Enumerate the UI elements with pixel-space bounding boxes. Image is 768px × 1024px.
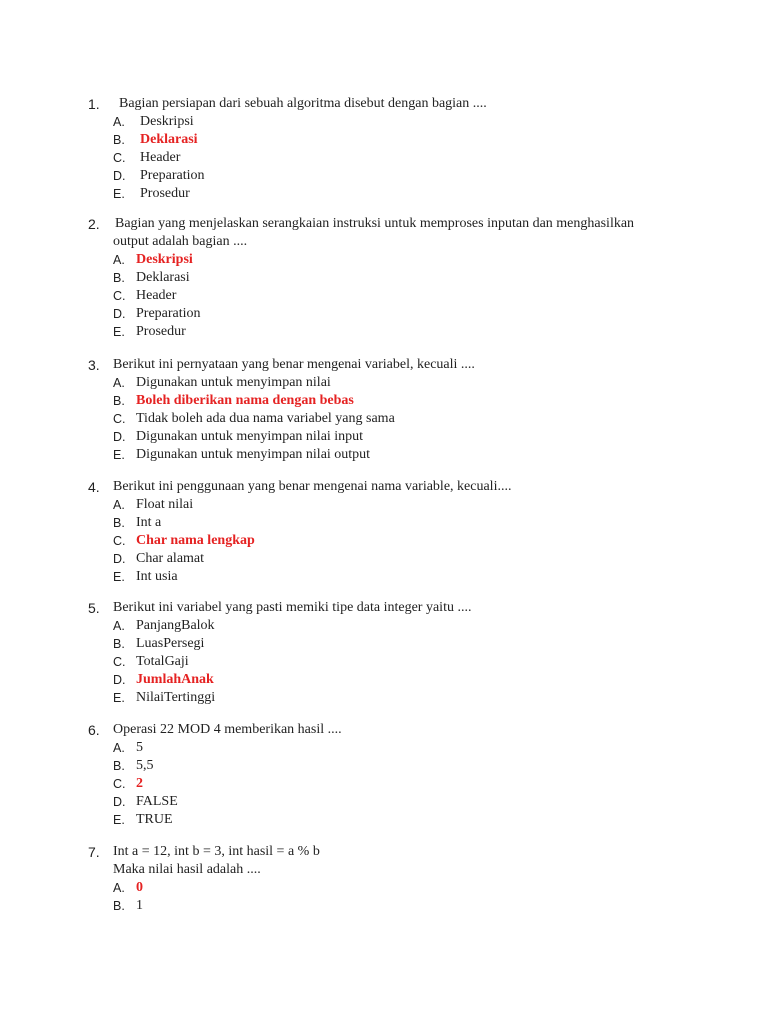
option-text: NilaiTertinggi	[136, 690, 216, 705]
question-text: Berikut ini variabel yang pasti memiki tipe data integer yaitu ....	[113, 600, 472, 615]
question-text: Operasi 22 MOD 4 memberikan hasil ....	[113, 722, 342, 737]
option-e	[0, 446, 768, 464]
question-number: 7.	[88, 844, 100, 860]
option-text: TotalGaji	[136, 654, 189, 669]
option-letter: A.	[113, 741, 125, 755]
option-e	[0, 568, 768, 586]
question-text: Bagian persiapan dari sebuah algoritma disebut dengan bagian ....	[119, 96, 487, 111]
option-a	[0, 251, 768, 269]
option-letter: D.	[113, 169, 126, 183]
option-c	[0, 653, 768, 671]
question-text-line-1: Bagian yang menjelaskan serangkaian instruksi untuk memproses inputan dan menghasilkan	[115, 216, 635, 231]
option-text: LuasPersegi	[136, 636, 205, 651]
question-text: Berikut ini pernyataan yang benar mengenai variabel, kecuali ....	[113, 357, 475, 372]
correct-answer-text: Boleh diberikan nama dengan bebas	[136, 393, 354, 408]
question-text-line-2: Maka nilai hasil adalah ....	[113, 862, 261, 877]
option-letter: B.	[113, 394, 125, 408]
option-text: Preparation	[140, 168, 205, 183]
option-letter: B.	[113, 899, 125, 913]
option-letter: C.	[113, 412, 126, 426]
option-letter: A.	[113, 115, 125, 129]
option-d	[0, 305, 768, 323]
option-letter: E.	[113, 691, 125, 705]
option-d	[0, 793, 768, 811]
option-text: Deskripsi	[140, 114, 194, 129]
option-text: Char alamat	[136, 551, 205, 566]
option-text: Digunakan untuk menyimpan nilai	[136, 375, 331, 390]
option-a	[0, 496, 768, 514]
option-b	[0, 269, 768, 287]
option-letter: C.	[113, 655, 126, 669]
correct-answer-text: JumlahAnak	[136, 672, 214, 687]
option-letter: E.	[113, 187, 125, 201]
option-b	[0, 897, 768, 915]
option-e	[0, 689, 768, 707]
option-letter: D.	[113, 430, 126, 444]
option-text: FALSE	[136, 794, 178, 809]
option-text: 5,5	[136, 758, 154, 773]
option-text: Tidak boleh ada dua nama variabel yang sama	[136, 411, 395, 426]
option-c	[0, 532, 768, 550]
option-text: Int a	[136, 515, 162, 530]
option-letter: D.	[113, 552, 126, 566]
option-letter: A.	[113, 619, 125, 633]
option-letter: B.	[113, 637, 125, 651]
question-text-line-2: output adalah bagian ....	[113, 234, 248, 249]
question-number: 2.	[88, 216, 100, 232]
option-a	[0, 879, 768, 897]
option-c	[0, 775, 768, 793]
option-text: 5	[136, 740, 143, 755]
option-c	[0, 287, 768, 305]
option-e	[0, 811, 768, 829]
question-number: 3.	[88, 357, 100, 373]
option-letter: E.	[113, 813, 125, 827]
question-text: Berikut ini penggunaan yang benar mengenai nama variable, kecuali....	[113, 479, 512, 494]
option-letter: E.	[113, 448, 125, 462]
option-text: 1	[136, 898, 143, 913]
correct-answer-text: Char nama lengkap	[136, 533, 255, 548]
option-letter: B.	[113, 133, 125, 147]
option-letter: C.	[113, 151, 126, 165]
option-b	[0, 392, 768, 410]
option-b	[0, 514, 768, 532]
correct-answer-text: Deklarasi	[140, 132, 198, 147]
option-a	[0, 113, 768, 131]
option-text: Preparation	[136, 306, 201, 321]
option-letter: C.	[113, 534, 126, 548]
option-text: Deklarasi	[136, 270, 190, 285]
option-text: TRUE	[136, 812, 173, 827]
option-letter: E.	[113, 325, 125, 339]
option-text: Digunakan untuk menyimpan nilai output	[136, 447, 371, 462]
option-text: Prosedur	[140, 186, 190, 201]
option-letter: C.	[113, 289, 126, 303]
option-e	[0, 185, 768, 203]
option-d	[0, 167, 768, 185]
question-number: 4.	[88, 479, 100, 495]
correct-answer-text: Deskripsi	[136, 252, 193, 267]
option-letter: A.	[113, 253, 125, 267]
option-text: Prosedur	[136, 324, 186, 339]
option-letter: D.	[113, 795, 126, 809]
question-number: 5.	[88, 600, 100, 616]
option-letter: B.	[113, 516, 125, 530]
option-a	[0, 617, 768, 635]
option-letter: A.	[113, 498, 125, 512]
option-d	[0, 550, 768, 568]
option-text: Header	[136, 288, 177, 303]
option-letter: D.	[113, 307, 126, 321]
option-d	[0, 671, 768, 689]
option-e	[0, 323, 768, 341]
option-d	[0, 428, 768, 446]
option-a	[0, 739, 768, 757]
option-letter: A.	[113, 881, 125, 895]
option-letter: A.	[113, 376, 125, 390]
correct-answer-text: 2	[136, 776, 143, 791]
question-number: 1.	[88, 96, 100, 112]
option-letter: C.	[113, 777, 126, 791]
option-b	[0, 757, 768, 775]
option-c	[0, 410, 768, 428]
option-b	[0, 635, 768, 653]
question-text-line-1: Int a = 12, int b = 3, int hasil = a % b	[113, 844, 320, 859]
option-letter: B.	[113, 759, 125, 773]
question-number: 6.	[88, 722, 100, 738]
option-c	[0, 149, 768, 167]
option-text: Digunakan untuk menyimpan nilai input	[136, 429, 364, 444]
correct-answer-text: 0	[136, 880, 143, 895]
option-letter: D.	[113, 673, 126, 687]
option-text: PanjangBalok	[136, 618, 215, 633]
option-b	[0, 131, 768, 149]
option-a	[0, 374, 768, 392]
option-text: Header	[140, 150, 181, 165]
option-letter: E.	[113, 570, 125, 584]
option-text: Float nilai	[136, 497, 194, 512]
option-text: Int usia	[136, 569, 178, 584]
option-letter: B.	[113, 271, 125, 285]
